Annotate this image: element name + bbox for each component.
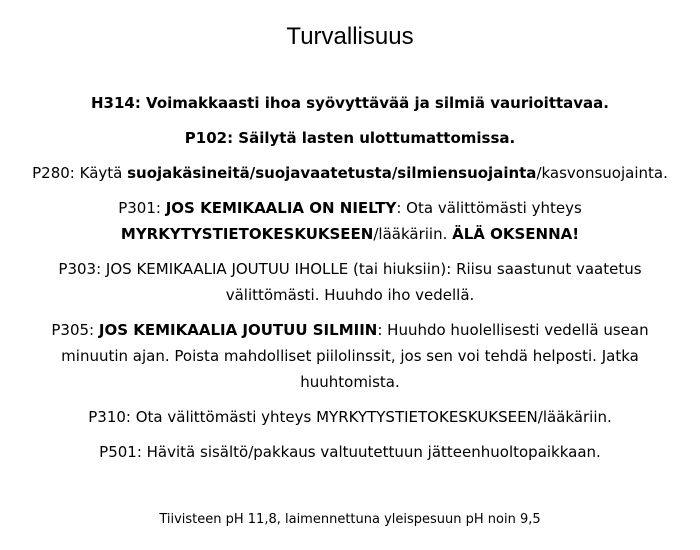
statement-p301-after: /lääkäriin.: [373, 225, 453, 243]
statement-p301-bold-do-not-vomit: ÄLÄ OKSENNA!: [452, 225, 580, 243]
statement-p305: [30, 317, 670, 395]
statement-p280-suffix: /kasvonsuojainta.: [536, 164, 668, 182]
statement-p305-prefix: P305:: [51, 321, 99, 339]
statement-p303: P303: JOS KEMIKAALIA JOUTUU IHOLLE (tai hiuksiin): Riisu saastunut vaatetus välittömästi. Huuhdo iho vedellä.: [58, 260, 642, 304]
safety-statements: [30, 90, 670, 474]
statement-p301-prefix: P301:: [118, 199, 166, 217]
statement-p305-bold: JOS KEMIKAALIA JOUTUU SILMIIN: [98, 321, 378, 339]
statement-h314: H314: Voimakkaasti ihoa syövyttävää ja silmiä vaurioittavaa.: [90, 94, 610, 112]
statement-p301: [30, 195, 670, 247]
statement-p301-bold-poison-center: MYRKYTYSTIETOKESKUKSEEN: [120, 225, 374, 243]
statement-p301-bold-swallowed: JOS KEMIKAALIA ON NIELTY: [165, 199, 397, 217]
statement-p102: P102: Säilytä lasten ulottumattomissa.: [184, 129, 516, 147]
statement-p280-prefix: P280: Käytä: [32, 164, 128, 182]
page-title: Turvallisuus: [286, 23, 414, 50]
statement-p280: [30, 160, 670, 186]
statement-p501: P501: Hävitä sisältö/pakkaus valtuutettuun jätteenhuoltopaikkaan.: [99, 443, 601, 461]
statement-p280-bold: suojakäsineitä/suojavaatetusta/silmiensuojainta: [127, 164, 537, 182]
statement-p305-suffix: : Huuhdo huolellisesti vedellä usean minuutin ajan. Poista mahdolliset piilolinssit, jos sen voi tehdä helposti. Jatka huuhtomista.: [61, 321, 649, 391]
statement-p301-middle: : Ota välittömästi yhteys: [396, 199, 582, 217]
statement-p310: P310: Ota välittömästi yhteys MYRKYTYSTIETOKESKUKSEEN/lääkäriin.: [88, 408, 612, 426]
ph-footnote: Tiivisteen pH 11,8, laimennettuna yleispesuun pH noin 9,5: [159, 512, 541, 527]
